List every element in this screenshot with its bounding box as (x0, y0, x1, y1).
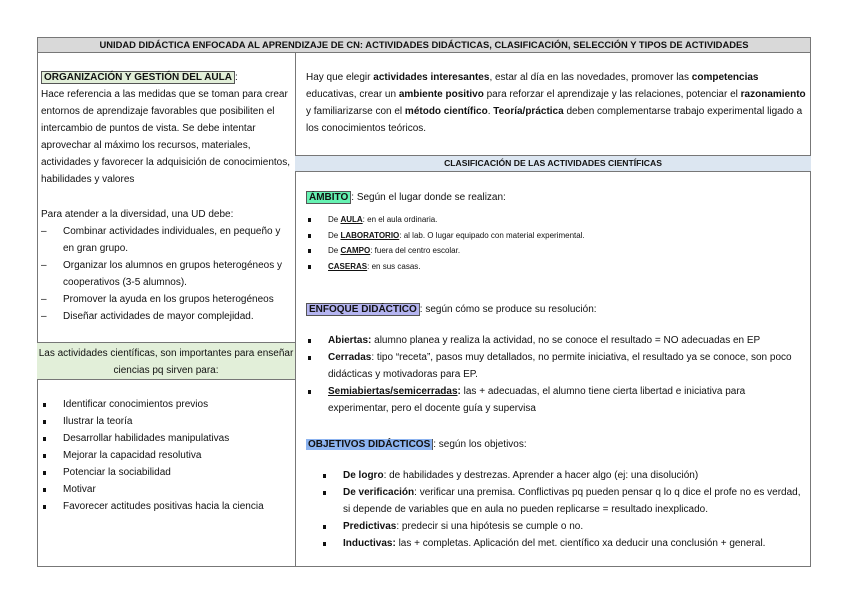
science-importance-header: Las actividades científicas, son importantes para enseñar ciencias pq sirven para: (37, 342, 295, 380)
purpose-item: Mejorar la capacidad resolutiva (41, 447, 293, 464)
text-run: , estar al día en las novedades, promover las (489, 72, 692, 83)
diversity-item: – Promover la ayuda en los grupos heterogéneos (41, 291, 293, 308)
column-divider (295, 53, 296, 567)
text-run: actividades interesantes (373, 72, 490, 83)
text-run: Inductivas: (343, 538, 396, 549)
diversity-list (41, 223, 293, 325)
diversity-item: – Organizar los alumnos en grupos heterogéneos y cooperativos (3-5 alumnos). (41, 257, 293, 291)
classification-header: CLASIFICACIÓN DE LAS ACTIVIDADES CIENTÍFICAS (295, 155, 811, 172)
text-run: : verificar una premisa. Conflictivas pq pueden pensar q lo q dice el profe no es verdad, si depende de variables que en aula no pueden replicarse = resultado inexplicado. (343, 487, 801, 515)
purpose-section (41, 396, 293, 515)
objetivo-item (321, 535, 806, 552)
ambito-desc: : Según el lugar donde se realizan: (351, 192, 506, 203)
text-run: método científico (404, 106, 488, 117)
intro-text (306, 69, 806, 137)
text-run: De logro (343, 470, 384, 481)
text-run: : en sus casas. (367, 261, 421, 271)
diversity-item: – Combinar actividades individuales, en pequeño y en gran grupo. (41, 223, 293, 257)
purpose-item: Motivar (41, 481, 293, 498)
text-run: De (328, 215, 341, 224)
text-run: educativas, crear un (306, 89, 399, 100)
text-run: AULA (340, 215, 363, 224)
ambito-item (306, 228, 806, 244)
text-run: deben complementarse trabajo experimental ligado a los conocimientos teóricos. (306, 106, 803, 134)
objetivos-label: OBJETIVOS DIDÁCTICOS (306, 439, 433, 450)
purpose-item: Favorecer actitudes positivas hacia la ciencia (41, 498, 293, 515)
text-run: . (487, 106, 494, 117)
enfoque-desc: : según cómo se produce su resolución: (419, 304, 597, 315)
enfoque-item (306, 349, 806, 383)
purpose-item: Ilustrar la teoría (41, 413, 293, 430)
purpose-list (41, 396, 293, 515)
purpose-item: Desarrollar habilidades manipulativas (41, 430, 293, 447)
text-run: CAMPO (340, 246, 371, 255)
org-text: Hace referencia a las medidas que se toman para crear entornos de aprendizaje favorables que posibiliten el intercambio de puntos de vista. Se debe intentar aprovechar al máximo los recursos, materiales, actividades y favorecer la adquisición de conocimientos, habilidades y valores (41, 89, 291, 185)
text-run: Hay que elegir (306, 72, 374, 83)
text-run: competencias (691, 72, 759, 83)
document-title: UNIDAD DIDÁCTICA ENFOCADA AL APRENDIZAJE DE CN: ACTIVIDADES DIDÁCTICAS, CLASIFICACIÓN, SELECCIÓN Y TIPOS DE ACTIVIDADES (37, 37, 811, 53)
objetivos-list (306, 467, 806, 552)
text-run: : al lab. O lugar equipado con material experimental. (399, 230, 585, 240)
text-run: Semiabiertas/semicerradas (328, 386, 458, 397)
text-run: las + completas. Aplicación del met. científico xa deducir una conclusión + general. (395, 538, 766, 549)
text-run: De (328, 246, 341, 255)
text-run: De (328, 230, 341, 240)
diversity-item: – Diseñar actividades de mayor complejidad. (41, 308, 293, 325)
org-colon: : (234, 72, 238, 83)
diversity-section (41, 206, 293, 325)
text-run: Cerradas (328, 352, 372, 363)
org-label: ORGANIZACIÓN Y GESTIÓN DEL AULA (41, 71, 235, 84)
text-run: alumno planea y realiza la actividad, no se conoce el resultado = NO adecuadas en EP (371, 335, 761, 346)
text-run: : en el aula ordinaria. (362, 215, 438, 224)
ambito-item (306, 212, 806, 228)
ambito-item (306, 259, 806, 275)
enfoque-section (306, 301, 806, 417)
ambito-section (306, 189, 806, 274)
diversity-intro: Para atender a la diversidad, una UD debe: (41, 209, 234, 220)
text-run: las + adecuadas, el alumno tiene cierta libertad e iniciativa para experimentar, pero el docente guía y supervisa (328, 386, 746, 414)
objetivos-section (306, 436, 806, 552)
objetivo-item (321, 467, 806, 484)
purpose-item: Identificar conocimientos previos (41, 396, 293, 413)
text-run: : fuera del centro escolar. (370, 246, 461, 255)
objetivo-item (321, 518, 806, 535)
enfoque-item (306, 383, 806, 417)
text-run: Teoría/práctica (493, 106, 564, 117)
text-run: : (457, 386, 461, 397)
text-run: Abiertas: (328, 335, 372, 346)
intro-paragraph (306, 69, 806, 137)
enfoque-list (306, 332, 806, 417)
text-run: Predictivas (343, 521, 397, 532)
text-run: para reforzar el aprendizaje y las relaciones, potenciar el (483, 89, 741, 100)
text-run: LABORATORIO (340, 230, 400, 240)
text-run: ambiente positivo (398, 89, 484, 100)
text-run: y familiarizarse con el (306, 106, 405, 117)
text-run: De verificación (343, 487, 415, 498)
ambito-label: ÁMBITO (306, 191, 351, 204)
text-run: : predecir si una hipótesis se cumple o no. (396, 521, 584, 532)
ambito-list (306, 212, 806, 274)
purpose-item: Potenciar la sociabilidad (41, 464, 293, 481)
text-run: : de habilidades y destrezas. Aprender a hacer algo (ej: una disolución) (383, 470, 699, 481)
org-section (41, 69, 291, 188)
enfoque-item (306, 332, 806, 349)
text-run: : tipo “receta”, pasos muy detallados, no permite iniciativa, el resultado ya se conoce, son poco didácticas y motivadoras para EP. (328, 352, 792, 380)
objetivos-desc: : según los objetivos: (433, 439, 527, 450)
text-run: razonamiento (740, 89, 806, 100)
ambito-item (306, 243, 806, 259)
text-run: CASERAS (328, 261, 368, 271)
objetivo-item (321, 484, 806, 518)
enfoque-label: ENFOQUE DIDÁCTICO (306, 303, 420, 316)
